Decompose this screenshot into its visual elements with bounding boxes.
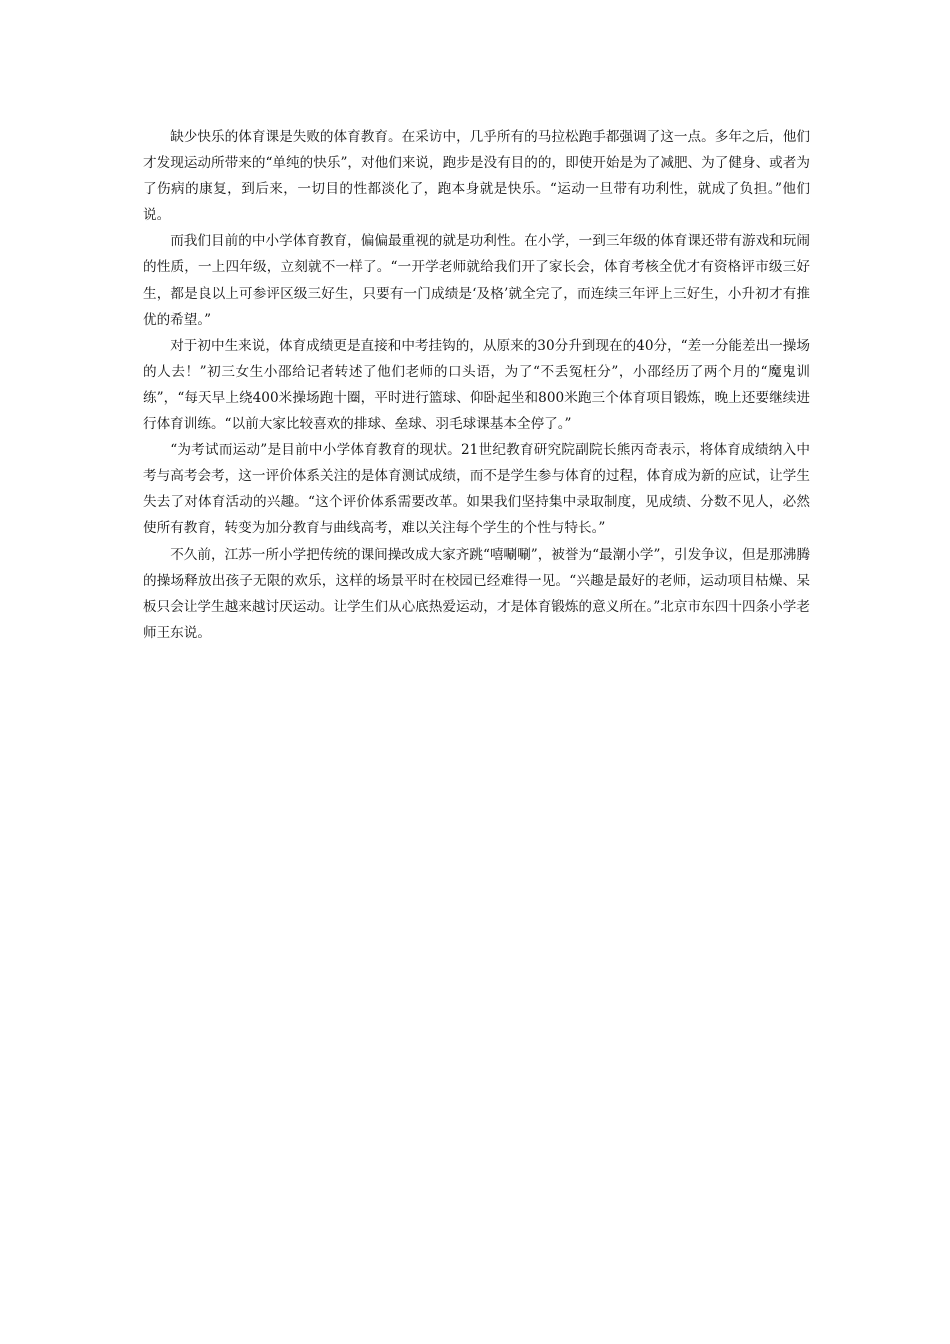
paragraph-5: 不久前，江苏一所小学把传统的课间操改成大家齐跳“嘻唰唰”，被誉为“最潮小学”，引发争议，但是那沸腾的操场释放出孩子无限的欢乐，这样的场景平时在校园已经难得一见。“兴趣是最好的老师，运动项目枯燥、呆板只会让学生越来越讨厌运动。让学生们从心底热爱运动，才是体育锻炼的意义所在。”北京市东四十四条小学老师王东说。 <box>143 546 810 641</box>
paragraph-1: 缺少快乐的体育课是失败的体育教育。在采访中，几乎所有的马拉松跑手都强调了这一点。多年之后，他们才发现运动所带来的“单纯的快乐”，对他们来说，跑步是没有目的的，即使开始是为了减肥、为了健身、或者为了伤病的康复，到后来，一切目的性都淡化了，跑本身就是快乐。“运动一旦带有功利性，就成了负担。”他们说。 <box>143 129 810 224</box>
paragraph-3: 对于初中生来说，体育成绩更是直接和中考挂钩的，从原来的30分升到现在的40分，“差一分能差出一操场的人去！”初三女生小邵给记者转述了他们老师的口头语，为了“不丢冤枉分”，小邵经历了两个月的“魔鬼训练”，“每天早上绕400米操场跑十圈，平时进行篮球、仰卧起坐和800米跑三个体育项目锻炼，晚上还要继续进行体育训练。“以前大家比较喜欢的排球、垒球、羽毛球课基本全停了。” <box>143 337 810 433</box>
paragraph-2: 而我们目前的中小学体育教育，偏偏最重视的就是功利性。在小学，一到三年级的体育课还带有游戏和玩闹的性质，一上四年级，立刻就不一样了。“一开学老师就给我们开了家长会，体育考核全优才有资格评市级三好生，都是良以上可参评区级三好生，只要有一门成绩是‘及格’就全完了，而连续三年评上三好生，小升初才有推优的希望。” <box>143 233 810 328</box>
article-body <box>143 124 810 646</box>
paragraph-4: “为考试而运动”是目前中小学体育教育的现状。21世纪教育研究院副院长熊丙奇表示，将体育成绩纳入中考与高考会考，这一评价体系关注的是体育测试成绩，而不是学生参与体育的过程，体育成为新的应试，让学生失去了对体育活动的兴趣。“这个评价体系需要改革。如果我们坚持集中录取制度，见成绩、分数不见人，必然使所有教育，转变为加分教育与曲线高考，难以关注每个学生的个性与特长。” <box>143 442 810 537</box>
